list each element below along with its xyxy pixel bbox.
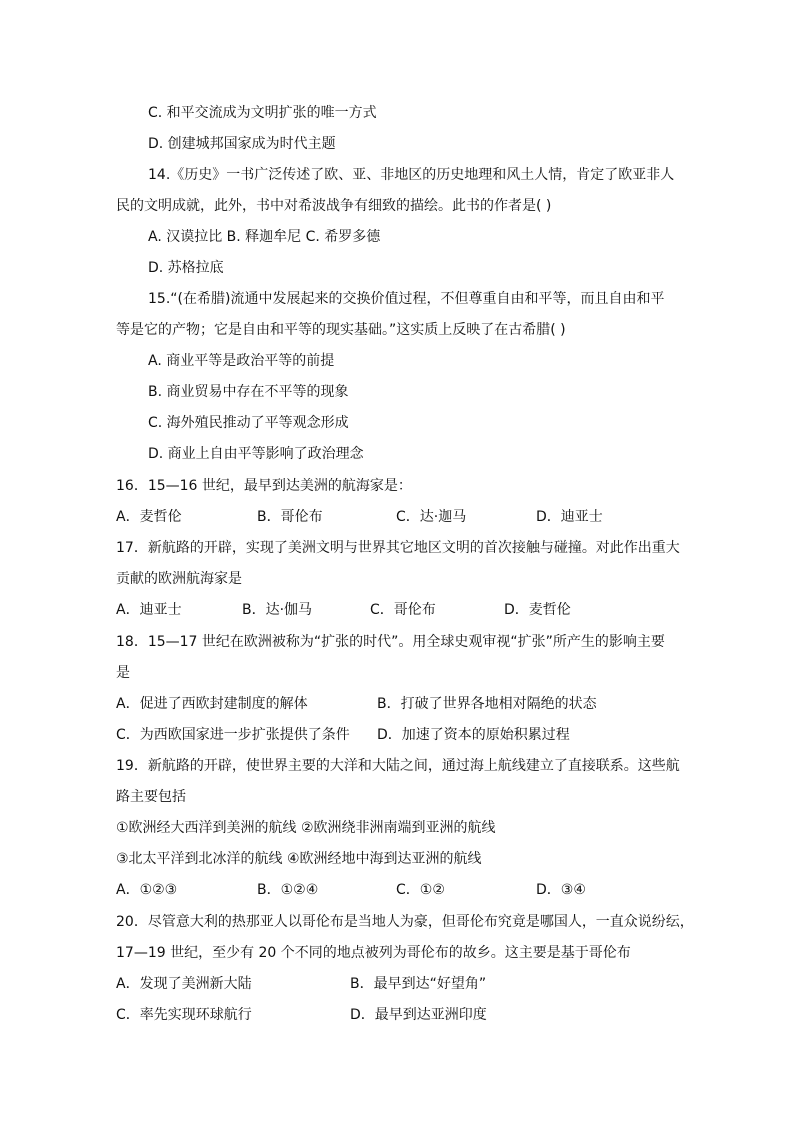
q19-option-d: D．③④ bbox=[536, 882, 586, 898]
q13-option-c: C. 和平交流成为文明扩张的唯一方式 bbox=[148, 105, 377, 121]
q18-stem-line1: 18．15—17 世纪在欧洲被称为“扩张的时代”。用全球史观审视“扩张”所产生的影响主要 bbox=[116, 634, 665, 650]
q17-stem-line2: 贡献的欧洲航海家是 bbox=[116, 571, 242, 587]
q19-items-1-2: ①欧洲经大西洋到美洲的航线 ②欧洲绕非洲南端到亚洲的航线 bbox=[116, 820, 496, 836]
q14-option-d: D. 苏格拉底 bbox=[148, 260, 224, 276]
q20-option-c: C．率先实现环球航行 bbox=[116, 1007, 252, 1023]
q15-option-b: B. 商业贸易中存在不平等的现象 bbox=[148, 384, 349, 400]
q17-option-b: B．达·伽马 bbox=[242, 602, 313, 618]
q15-option-d: D. 商业上自由平等影响了政治理念 bbox=[148, 446, 364, 462]
q19-option-a: A．①②③ bbox=[116, 882, 178, 898]
q14-stem-line2: 民的文明成就，此外，书中对希波战争有细致的描绘。此书的作者是( ) bbox=[116, 198, 552, 214]
q17-option-a: A．迪亚士 bbox=[116, 602, 182, 618]
q18-option-d: D．加速了资本的原始积累过程 bbox=[377, 727, 570, 743]
q18-stem-line2: 是 bbox=[116, 665, 130, 681]
q15-option-c: C. 海外殖民推动了平等观念形成 bbox=[148, 415, 349, 431]
q17-option-c: C．哥伦布 bbox=[370, 602, 436, 618]
q14-options-abc: A. 汉谟拉比 B. 释迦牟尼 C. 希罗多德 bbox=[148, 229, 381, 245]
q20-option-a: A．发现了美洲新大陆 bbox=[116, 976, 252, 992]
q14-stem-line1: 14.《历史》一书广泛传述了欧、亚、非地区的历史地理和风土人情，肯定了欧亚非人 bbox=[148, 167, 675, 183]
q20-stem-line2: 17—19 世纪，至少有 20 个不同的地点被列为哥伦布的故乡。这主要是基于哥伦布 bbox=[116, 945, 631, 961]
q15-stem-line2: 等是它的产物；它是自由和平等的现实基础。”这实质上反映了在古希腊( ) bbox=[116, 322, 566, 338]
q16-stem: 16．15—16 世纪，最早到达美洲的航海家是： bbox=[116, 478, 412, 494]
q19-option-b: B．①②④ bbox=[257, 882, 319, 898]
q20-option-d: D．最早到达亚洲印度 bbox=[350, 1007, 487, 1023]
q19-items-3-4: ③北太平洋到北冰洋的航线 ④欧洲经地中海到达亚洲的航线 bbox=[116, 851, 482, 867]
q16-option-a: A．麦哲伦 bbox=[116, 509, 182, 525]
q19-stem-line1: 19．新航路的开辟，使世界主要的大洋和大陆之间，通过海上航线建立了直接联系。这些航 bbox=[116, 758, 680, 774]
q13-option-d: D. 创建城邦国家成为时代主题 bbox=[148, 136, 336, 152]
q19-stem-line2: 路主要包括 bbox=[116, 789, 186, 805]
q18-option-c: C．为西欧国家进一步扩张提供了条件 bbox=[116, 727, 350, 743]
q15-option-a: A. 商业平等是政治平等的前提 bbox=[148, 353, 335, 369]
q17-stem-line1: 17．新航路的开辟，实现了美洲文明与世界其它地区文明的首次接触与碰撞。对此作出重大 bbox=[116, 540, 680, 556]
q16-option-b: B．哥伦布 bbox=[257, 509, 323, 525]
q15-stem-line1: 15.“(在希腊)流通中发展起来的交换价值过程，不但尊重自由和平等，而且自由和平 bbox=[148, 291, 665, 307]
q16-option-c: C．达·迦马 bbox=[396, 509, 467, 525]
q17-option-d: D．麦哲伦 bbox=[504, 602, 571, 618]
q20-stem-line1: 20．尽管意大利的热那亚人以哥伦布是当地人为豪，但哥伦布究竟是哪国人，一直众说纷纭， bbox=[116, 914, 694, 930]
q20-option-b: B．最早到达“好望角” bbox=[350, 976, 487, 992]
q18-option-b: B．打破了世界各地相对隔绝的状态 bbox=[377, 696, 597, 712]
q19-option-c: C．①② bbox=[396, 882, 445, 898]
q18-option-a: A．促进了西欧封建制度的解体 bbox=[116, 696, 308, 712]
q16-option-d: D．迪亚士 bbox=[536, 509, 603, 525]
